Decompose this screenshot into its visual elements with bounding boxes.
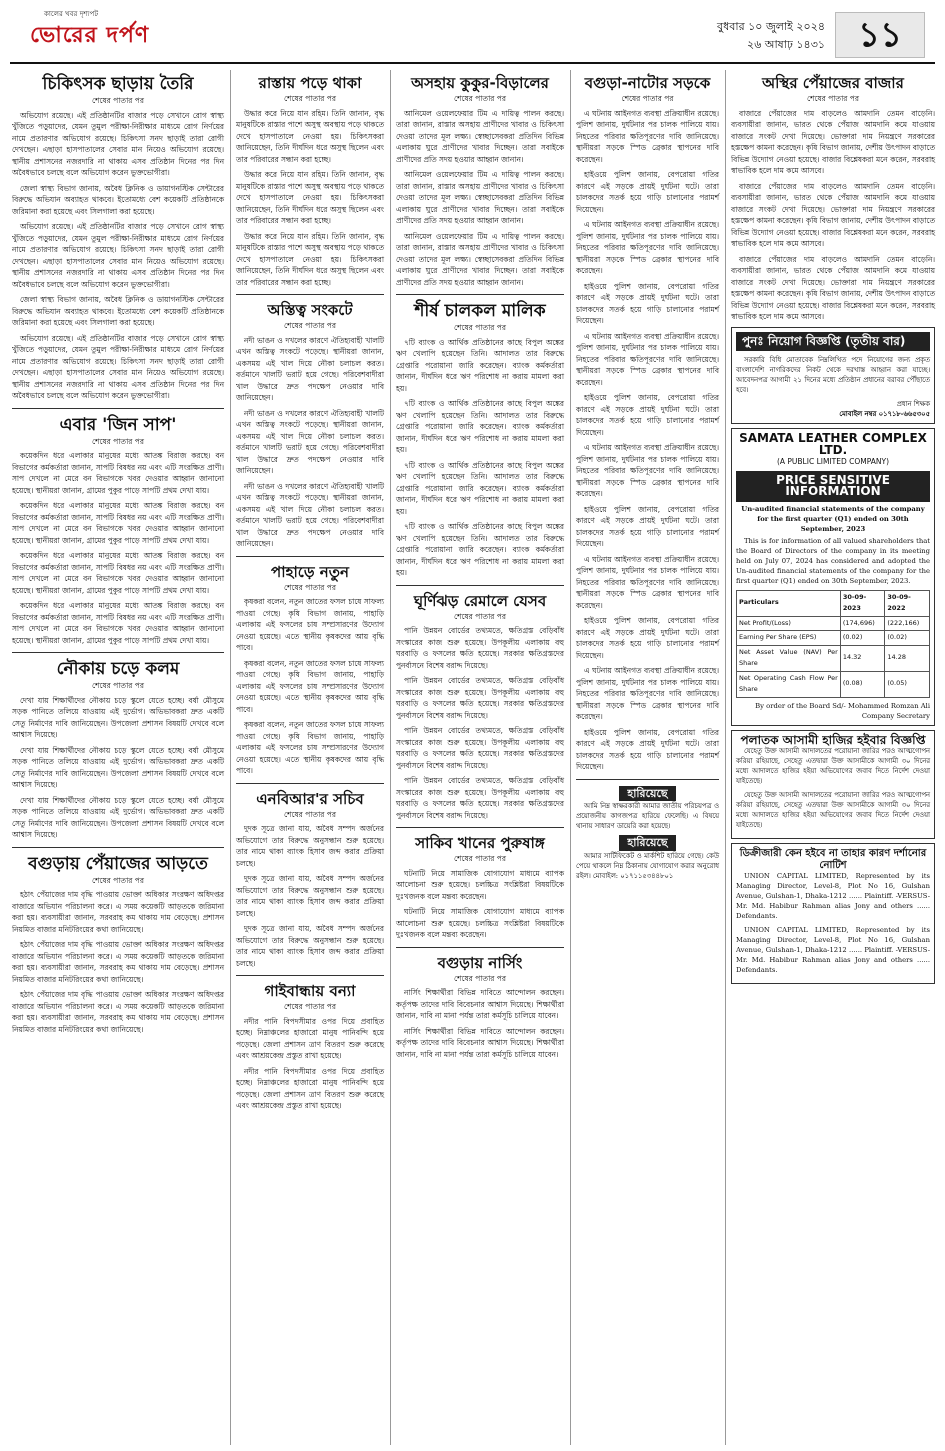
headline: ঘূর্ণিঝড় রেমালে যেসব — [413, 591, 547, 610]
column-3 — [396, 70, 564, 1064]
article-body: বাজারে পেঁয়াজের দাম বাড়লেও আমদানি তেমন বাড়েনি। ব্যবসায়ীরা জানান, ভারত থেকে পেঁয়াজ আমদানি কমে যাওয়ায় বাজারে সংকট দেখা দিয়েছে। ভোক্তারা দাম নিয়ন্ত্রণে সরকারের হস্তক্ষেপ কামনা করেছেন। কৃষি বিভাগ জানায়, দেশীয় উৎপাদন বাড়াতে বিভিন্ন উদ্যোগ নেওয়া হয়েছে। বাজার বিশ্লেষকরা মনে করেন, সরবরাহ স্বাভাবিক হলে দাম কমে আসবে। — [731, 181, 935, 248]
article-body: আনিমেল ওয়েলফেয়ার টিম এ দায়িত্ব পালন করছে। তারা জানান, রাস্তার অসহায় প্রাণীদের খাবার ও চিকিৎসা দেওয়া তাদের মূল লক্ষ্য। স্বেচ্ছাসেবকরা প্রতিদিন বিভিন্ন এলাকায় ঘুরে প্রাণীদের খাবার দিচ্ছেন। তারা সবাইকে প্রাণীদের প্রতি সদয় হওয়ার আহ্বান জানান। — [396, 170, 564, 225]
article-body: দুদক সূত্রে জানা যায়, অবৈধ সম্পদ অর্জনের অভিযোগে তার বিরুদ্ধে অনুসন্ধান শুরু হয়েছে। তার নামে থাকা ব্যাংক হিসাব জব্দ করার প্রক্রিয়া চলছে। — [236, 824, 384, 868]
column-divider — [570, 70, 571, 1445]
article-body: নার্সিং শিক্ষার্থীরা বিভিন্ন দাবিতে আন্দোলন করছেন। কর্তৃপক্ষ তাদের দাবি বিবেচনার আশ্বাস দিয়েছে। শিক্ষার্থীরা জানান, দাবি না মানা পর্যন্ত তারা কর্মসূচি চালিয়ে যাবেন। — [396, 1026, 564, 1059]
table-row — [737, 616, 930, 631]
court-body: যেহেতু উক্ত আসামী আদালতের পরোয়ানা জারির পরও আত্মগোপন করিয়া রহিয়াছে, সেহেতু এতদ্বারা উক্ত আসামীকে আগামী ৩০ দিনের মধ্যে আদালতে হাজির হইয়া অভিযোগের জবাব দিতে নির্দেশ দেওয়া যাইতেছে। — [736, 747, 930, 785]
article-body: ঘটনাটি নিয়ে সামাজিক যোগাযোগ মাধ্যমে ব্যাপক আলোচনা শুরু হয়েছে। চলচ্চিত্র সংশ্লিষ্টরা বিষয়টিকে দুঃখজনক বলে মন্তব্য করেছেন। — [396, 868, 564, 901]
price-body: This is for information of all valued shareholders that the Board of Directors of the company in its meeting held on July 07, 2024 has considered and adopted the Un-audited financial statements of the company for the first quarter (Q1) ended on 30th September, 2023. — [736, 536, 930, 585]
article-body: হঠাৎ পেঁয়াজের দাম বৃদ্ধি পাওয়ায় ভোক্তা অধিকার সংরক্ষণ অধিদপ্তর বাজারে অভিযান পরিচালনা করে। এ সময় কয়েকটি আড়তকে জরিমানা করা হয়। ব্যবসায়ীরা জানান, সরবরাহ কম থাকায় দাম বেড়েছে। প্রশাসন নিয়মিত বাজার মনিটরিংয়ের কথা জানিয়েছে। — [12, 890, 224, 934]
continued-label: শেষের পাতার পর — [284, 94, 336, 103]
headline: অসহায় কুকুর-বিড়ালের — [411, 74, 549, 92]
article-body: নদী ভাঙন ও দখলের কারণে ঐতিহ্যবাহী খালটি এখন অস্তিত্ব সংকটে পড়েছে। স্থানীয়রা জানান, একসময় এই খাল দিয়ে নৌকা চলাচল করত। বর্তমানে খালটি ভরাট হয়ে গেছে। পরিবেশবাদীরা খাল উদ্ধারে দ্রুত পদক্ষেপ নেওয়ার দাবি জানিয়েছেন। — [236, 481, 384, 548]
column-1 — [12, 70, 224, 1039]
notice-title: পুনঃ নিয়োগ বিজ্ঞপ্তি (তৃতীয় বার) — [736, 332, 930, 352]
continued-label: শেষের পাতার পর — [621, 94, 674, 103]
article-body: ৭টি ব্যাংক ও আর্থিক প্রতিষ্ঠানের কাছে বিপুল অঙ্কের ঋণ খেলাপি হয়েছেন তিনি। আদালত তার বিরুদ্ধে গ্রেপ্তারি পরোয়ানা জারি করেছেন। ব্যাংক কর্মকর্তারা জানান, দীর্ঘদিন ধরে ঋণ পরিশোধ না করায় মামলা করা হয়। — [396, 460, 564, 516]
date-gregorian: বুধবার ১০ জুলাই ২০২৪ — [717, 20, 825, 33]
article-body: দেখা যায় শিক্ষার্থীদের নৌকায় চড়ে স্কুলে যেতে হচ্ছে। বর্ষা মৌসুমে সড়ক পানিতে তলিয়ে যাওয়ায় এই দুর্ভোগ। অভিভাবকরা দ্রুত একটি সেতু নির্মাণের দাবি জানিয়েছেন। উপজেলা প্রশাসন বিষয়টি দেখবে বলে আশ্বাস দিয়েছে। — [12, 745, 224, 789]
headline: বগুড়ায় নার্সিং — [437, 953, 523, 972]
company-name: SAMATA LEATHER COMPLEX LTD. — [739, 431, 927, 457]
article-body: বাজারে পেঁয়াজের দাম বাড়লেও আমদানি তেমন বাড়েনি। ব্যবসায়ীরা জানান, ভারত থেকে পেঁয়াজ আমদানি কমে যাওয়ায় বাজারে সংকট দেখা দিয়েছে। ভোক্তারা দাম নিয়ন্ত্রণে সরকারের হস্তক্ষেপ কামনা করেছেন। কৃষি বিভাগ জানায়, দেশীয় উৎপাদন বাড়াতে বিভিন্ন উদ্যোগ নেওয়া হয়েছে। বাজার বিশ্লেষকরা মনে করেন, সরবরাহ স্বাভাবিক হলে দাম কমে আসবে। — [731, 254, 935, 321]
article-body: এ ঘটনায় আইনগত ব্যবস্থা প্রক্রিয়াধীন রয়েছে। পুলিশ জানায়, দুর্ঘটনার পর চালক পালিয়ে যায়। নিহতের পরিবার ক্ষতিপূরণের দাবি জানিয়েছে। স্থানীয়রা সড়কে স্পিড ব্রেকার স্থাপনের দাবি করেছেন। — [576, 554, 719, 610]
article-body: ৭টি ব্যাংক ও আর্থিক প্রতিষ্ঠানের কাছে বিপুল অঙ্কের ঋণ খেলাপি হয়েছেন তিনি। আদালত তার বিরুদ্ধে গ্রেপ্তারি পরোয়ানা জারি করেছেন। ব্যাংক কর্মকর্তারা জানান, দীর্ঘদিন ধরে ঋণ পরিশোধ না করায় মামলা করা হয়। — [396, 522, 564, 577]
article-body: আনিমেল ওয়েলফেয়ার টিম এ দায়িত্ব পালন করছে। তারা জানান, রাস্তার অসহায় প্রাণীদের খাবার ও চিকিৎসা দেওয়া তাদের মূল লক্ষ্য। স্বেচ্ছাসেবকরা প্রতিদিন বিভিন্ন এলাকায় ঘুরে প্রাণীদের খাবার দিচ্ছেন। তারা সবাইকে প্রাণীদের প্রতি সদয় হওয়ার আহ্বান জানান। — [396, 108, 564, 164]
headline: অস্থির পেঁয়াজের বাজার — [762, 74, 904, 92]
headline: রাস্তায় পড়ে থাকা — [258, 74, 362, 92]
article-body: উদ্ধার করে নিয়ে যান রহিম। তিনি জানান, বৃদ্ধ মানুষটিকে রাস্তার পাশে অসুস্থ অবস্থায় পড়ে থাকতে দেখে হাসপাতালে নেওয়া হয়। চিকিৎসকরা জানিয়েছেন, তিনি দীর্ঘদিন ধরে অসুস্থ ছিলেন এবং তার পরিবারের সন্ধান করা হচ্ছে। — [236, 170, 384, 225]
article-body: হঠাৎ পেঁয়াজের দাম বৃদ্ধি পাওয়ায় ভোক্তা অধিকার সংরক্ষণ অধিদপ্তর বাজারে অভিযান পরিচালনা করে। এ সময় কয়েকটি আড়তকে জরিমানা করা হয়। ব্যবসায়ীরা জানান, সরবরাহ কম থাকায় দাম বেড়েছে। প্রশাসন নিয়মিত বাজার মনিটরিংয়ের কথা জানিয়েছে। — [12, 990, 224, 1034]
article-body: এ ঘটনায় আইনগত ব্যবস্থা প্রক্রিয়াধীন রয়েছে। পুলিশ জানায়, দুর্ঘটনার পর চালক পালিয়ে যায়। নিহতের পরিবার ক্ষতিপূরণের দাবি জানিয়েছে। স্থানীয়রা সড়কে স্পিড ব্রেকার স্থাপনের দাবি করেছেন। — [576, 443, 719, 498]
table-header: 30-09-2023 — [840, 590, 885, 616]
article-body: হাইওয়ে পুলিশ জানায়, বেপরোয়া গতির কারণে এই সড়কে প্রায়ই দুর্ঘটনা ঘটে। তারা চালকদের সতর্ক হয়ে গাড়ি চালানোর পরামর্শ দিয়েছেন। — [576, 170, 719, 214]
table-cell: 14.32 — [840, 645, 885, 671]
column-divider — [390, 70, 391, 1445]
table-cell: 14.28 — [885, 645, 930, 671]
article-body: কয়েকদিন ধরে এলাকার মানুষের মধ্যে আতঙ্ক বিরাজ করছে। বন বিভাগের কর্মকর্তারা জানান, সাপটি বিষধর নয় এবং এটি সংরক্ষিত প্রাণী। সাপ দেখলে না মেরে বন বিভাগকে খবর দেওয়ার আহ্বান জানানো হয়েছে। স্থানীয়রা জানান, গ্রামের পুকুর পাড়ে সাপটি প্রথম দেখা যায়। — [12, 551, 224, 595]
article-body: হাইওয়ে পুলিশ জানায়, বেপরোয়া গতির কারণে এই সড়কে প্রায়ই দুর্ঘটনা ঘটে। তারা চালকদের সতর্ক হয়ে গাড়ি চালানোর পরামর্শ দিয়েছেন। — [576, 393, 719, 437]
headline: এবার 'জিন সাপ' — [59, 414, 177, 435]
continued-label: শেষের পাতার পর — [284, 1002, 336, 1011]
divider — [396, 947, 564, 948]
headline: বগুড়ায় পেঁয়াজের আড়তে — [28, 853, 208, 874]
article-body: ৭টি ব্যাংক ও আর্থিক প্রতিষ্ঠানের কাছে বিপুল অঙ্কের ঋণ খেলাপি হয়েছেন তিনি। আদালত তার বিরুদ্ধে গ্রেপ্তারি পরোয়ানা জারি করেছেন। ব্যাংক কর্মকর্তারা জানান, দীর্ঘদিন ধরে ঋণ পরিশোধ না করায় মামলা করা হয়। — [396, 399, 564, 454]
divider — [236, 783, 384, 784]
article-body: দেখা যায় শিক্ষার্থীদের নৌকায় চড়ে স্কুলে যেতে হচ্ছে। বর্ষা মৌসুমে সড়ক পানিতে তলিয়ে যাওয়ায় এই দুর্ভোগ। অভিভাবকরা দ্রুত একটি সেতু নির্মাণের দাবি জানিয়েছেন। উপজেলা প্রশাসন বিষয়টি দেখবে বলে আশ্বাস দিয়েছে। — [12, 695, 224, 739]
headline: গাইবান্ধায় বন্যা — [264, 982, 356, 1000]
article-body: পানি উন্নয়ন বোর্ডের তথ্যমতে, ক্ষতিগ্রস্ত বেড়িবাঁধ সংস্কারের কাজ শুরু হয়েছে। উপকূলীয় এলাকায় বহু ঘরবাড়ি ও ফসলের ক্ষতি হয়েছে। সরকার ক্ষতিগ্রস্তদের পুনর্বাসনে বিশেষ বরাদ্দ দিয়েছে। — [396, 626, 564, 670]
continued-label: শেষের পাতার পর — [92, 681, 144, 690]
continued-label: শেষের পাতার পর — [284, 582, 336, 592]
column-divider — [725, 70, 726, 1445]
article-body: কৃষকরা বলেন, নতুন জাতের ফসল চাষে সাফল্য পাওয়া গেছে। কৃষি বিভাগ জানায়, পাহাড়ি এলাকায় এই ফসলের চাষ সম্প্রসারণের উদ্যোগ নেওয়া হয়েছে। এতে স্থানীয় কৃষকদের আয় বৃদ্ধি পাবে। — [236, 658, 384, 714]
decree-notice — [731, 843, 935, 984]
article-body: জেলা স্বাস্থ্য বিভাগ জানায়, অবৈধ ক্লিনিক ও ডায়াগনস্টিক সেন্টারের বিরুদ্ধে অভিযান অব্যাহত থাকবে। ইতোমধ্যে বেশ কয়েকটি প্রতিষ্ঠানকে জরিমানা করা হয়েছে এবং সিলগালা করা হয়েছে। — [12, 183, 224, 216]
article-body: অভিযোগ রয়েছে। এই প্রতিষ্ঠানটির বাজার পড়ে সেখানে রোগ স্বাস্থ্য খুঁজিতে পড়ুয়াদের, যেমন তুমুল পরীক্ষা-নিরীক্ষার মাধ্যমে রোগ নির্ণয়ের নামে প্রতারণার অভিযোগ রয়েছে। চিকিৎসা সনদ ছাড়াই তারা রোগী দেখছেন। এছাড়া হাসপাতালের সেবার মান নিয়েও অভিযোগ রয়েছে। স্থানীয় প্রশাসনের নজরদারি না থাকায় এসব প্রতিষ্ঠান দিনের পর দিন অবৈধভাবে চলছে বলে অভিযোগ করেন ভুক্তভোগীরা। — [12, 333, 224, 400]
headline: বগুড়া-নাটোর সড়কে — [584, 74, 711, 92]
article-body: এ ঘটনায় আইনগত ব্যবস্থা প্রক্রিয়াধীন রয়েছে। পুলিশ জানায়, দুর্ঘটনার পর চালক পালিয়ে যায়। নিহতের পরিবার ক্ষতিপূরণের দাবি জানিয়েছে। স্থানীয়রা সড়কে স্পিড ব্রেকার স্থাপনের দাবি করেছেন। — [576, 331, 719, 387]
article-body: কয়েকদিন ধরে এলাকার মানুষের মধ্যে আতঙ্ক বিরাজ করছে। বন বিভাগের কর্মকর্তারা জানান, সাপটি বিষধর নয় এবং এটি সংরক্ষিত প্রাণী। সাপ দেখলে না মেরে বন বিভাগকে খবর দেওয়ার আহ্বান জানানো হয়েছে। স্থানীয়রা জানান, গ্রামের পুকুর পাড়ে সাপটি প্রথম দেখা যায়। — [12, 501, 224, 545]
lost-notice-body: আমি নিম্ন স্বাক্ষরকারী আমার জাতীয় পরিচয়পত্র ও প্রয়োজনীয় কাগজপত্র হারিয়ে ফেলেছি। এ বিষয়ে থানায় সাধারণ ডায়েরি করা হয়েছে। — [576, 802, 719, 830]
recruitment-notice — [731, 327, 935, 425]
divider — [236, 556, 384, 557]
continued-label: শেষের পাতার পর — [454, 611, 506, 621]
table-header: 30-09-2022 — [885, 590, 930, 616]
financial-table — [736, 590, 930, 698]
table-cell: Net Operating Cash Flow Per Share — [737, 671, 841, 697]
headline: শীর্ষ চালকল মালিক — [414, 301, 546, 321]
table-row — [737, 671, 930, 697]
article-body: নদীর পানি বিপদসীমার ওপর দিয়ে প্রবাহিত হচ্ছে। নিম্নাঞ্চলের হাজারো মানুষ পানিবন্দি হয়ে পড়েছে। জেলা প্রশাসন ত্রাণ বিতরণ শুরু করেছে এবং আশ্রয়কেন্দ্র প্রস্তুত রাখা হয়েছে। — [236, 1016, 384, 1060]
divider — [12, 847, 224, 848]
article-body: এ ঘটনায় আইনগত ব্যবস্থা প্রক্রিয়াধীন রয়েছে। পুলিশ জানায়, দুর্ঘটনার পর চালক পালিয়ে যায়। নিহতের পরিবার ক্ষতিপূরণের দাবি জানিয়েছে। স্থানীয়রা সড়কে স্পিড ব্রেকার স্থাপনের দাবি করেছেন। — [576, 108, 719, 164]
headline: চিকিৎসক ছাড়ায় তৈরি — [42, 74, 194, 94]
notice-signature: প্রধান শিক্ষক — [896, 400, 930, 408]
continued-label: শেষের পাতার পর — [92, 436, 144, 446]
article-body: পানি উন্নয়ন বোর্ডের তথ্যমতে, ক্ষতিগ্রস্ত বেড়িবাঁধ সংস্কারের কাজ শুরু হয়েছে। উপকূলীয় এলাকায় বহু ঘরবাড়ি ও ফসলের ক্ষতি হয়েছে। সরকার ক্ষতিগ্রস্তদের পুনর্বাসনে বিশেষ বরাদ্দ দিয়েছে। — [396, 776, 564, 820]
price-sensitive-ad — [731, 428, 935, 726]
date-bangla: ২৬ আষাঢ় ১৪৩১ — [747, 38, 825, 51]
continued-label: শেষের পাতার পর — [454, 94, 506, 103]
decree-body: UNION CAPITAL LIMITED, Represented by its Managing Director, Level-8, Plot No 16, Gulshan Avenue, Gulshan-1, Dhaka-1212 ...... Plaintiff. -VERSUS- Mr. Md. Habibur Rahman alias Jony and others ...... Defendants. — [736, 926, 930, 974]
price-subtitle: Un-audited financial statements of the company for the first quarter (Q1) ended on 30th September, 2023 — [741, 504, 925, 533]
headline: সাকিব খানের পুরুষাঙ্গ — [415, 834, 545, 852]
table-cell: (0.08) — [840, 671, 885, 697]
tagline: কালের খবর দৃশ্যপট — [44, 10, 99, 18]
article-body: হাইওয়ে পুলিশ জানায়, বেপরোয়া গতির কারণে এই সড়কে প্রায়ই দুর্ঘটনা ঘটে। তারা চালকদের সতর্ক হয়ে গাড়ি চালানোর পরামর্শ দিয়েছেন। — [576, 616, 719, 660]
headline: এনবিআর'র সচিব — [256, 789, 364, 808]
court-notice — [731, 730, 935, 840]
table-cell: (0.02) — [885, 631, 930, 646]
article-body: আনিমেল ওয়েলফেয়ার টিম এ দায়িত্ব পালন করছে। তারা জানান, রাস্তার অসহায় প্রাণীদের খাবার ও চিকিৎসা দেওয়া তাদের মূল লক্ষ্য। স্বেচ্ছাসেবকরা প্রতিদিন বিভিন্ন এলাকায় ঘুরে প্রাণীদের খাবার দিচ্ছেন। তারা সবাইকে প্রাণীদের প্রতি সদয় হওয়ার আহ্বান জানান। — [396, 231, 564, 287]
column-5 — [731, 70, 935, 988]
article-body: দুদক সূত্রে জানা যায়, অবৈধ সম্পদ অর্জনের অভিযোগে তার বিরুদ্ধে অনুসন্ধান শুরু হয়েছে। তার নামে থাকা ব্যাংক হিসাব জব্দ করার প্রক্রিয়া চলছে। — [236, 924, 384, 968]
article-body: অভিযোগ রয়েছে। এই প্রতিষ্ঠানটির বাজার পড়ে সেখানে রোগ স্বাস্থ্য খুঁজিতে পড়ুয়াদের, যেমন তুমুল পরীক্ষা-নিরীক্ষার মাধ্যমে রোগ নির্ণয়ের নামে প্রতারণার অভিযোগ রয়েছে। চিকিৎসা সনদ ছাড়াই তারা রোগী দেখছেন। এছাড়া হাসপাতালের সেবার মান নিয়েও অভিযোগ রয়েছে। স্থানীয় প্রশাসনের নজরদারি না থাকায় এসব প্রতিষ্ঠান দিনের পর দিন অবৈধভাবে চলছে বলে অভিযোগ করেন ভুক্তভোগীরা। — [12, 222, 224, 289]
date-block — [717, 18, 825, 54]
court-title: পলাতক আসামী হাজির হইবার বিজ্ঞপ্তি — [740, 732, 926, 747]
article-body: জেলা স্বাস্থ্য বিভাগ জানায়, অবৈধ ক্লিনিক ও ডায়াগনস্টিক সেন্টারের বিরুদ্ধে অভিযান অব্যাহত থাকবে। ইতোমধ্যে বেশ কয়েকটি প্রতিষ্ঠানকে জরিমানা করা হয়েছে এবং সিলগালা করা হয়েছে। — [12, 295, 224, 327]
article-body: বাজারে পেঁয়াজের দাম বাড়লেও আমদানি তেমন বাড়েনি। ব্যবসায়ীরা জানান, ভারত থেকে পেঁয়াজ আমদানি কমে যাওয়ায় বাজারে সংকট দেখা দিয়েছে। ভোক্তারা দাম নিয়ন্ত্রণে সরকারের হস্তক্ষেপ কামনা করেছেন। কৃষি বিভাগ জানায়, দেশীয় উৎপাদন বাড়াতে বিভিন্ন উদ্যোগ নেওয়া হয়েছে। বাজার বিশ্লেষকরা মনে করেন, সরবরাহ স্বাভাবিক হলে দাম কমে আসবে। — [731, 108, 935, 175]
article-body: পানি উন্নয়ন বোর্ডের তথ্যমতে, ক্ষতিগ্রস্ত বেড়িবাঁধ সংস্কারের কাজ শুরু হয়েছে। উপকূলীয় এলাকায় বহু ঘরবাড়ি ও ফসলের ক্ষতি হয়েছে। সরকার ক্ষতিগ্রস্তদের পুনর্বাসনে বিশেষ বরাদ্দ দিয়েছে। — [396, 676, 564, 720]
table-cell: Net Profit/(Loss) — [737, 616, 841, 631]
column-divider — [230, 70, 231, 1445]
article-body: নদী ভাঙন ও দখলের কারণে ঐতিহ্যবাহী খালটি এখন অস্তিত্ব সংকটে পড়েছে। স্থানীয়রা জানান, একসময় এই খাল দিয়ে নৌকা চলাচল করত। বর্তমানে খালটি ভরাট হয়ে গেছে। পরিবেশবাদীরা খাল উদ্ধারে দ্রুত পদক্ষেপ নেওয়ার দাবি জানিয়েছেন। — [236, 408, 384, 475]
article-body: এ ঘটনায় আইনগত ব্যবস্থা প্রক্রিয়াধীন রয়েছে। পুলিশ জানায়, দুর্ঘটনার পর চালক পালিয়ে যায়। নিহতের পরিবার ক্ষতিপূরণের দাবি জানিয়েছে। স্থানীয়রা সড়কে স্পিড ব্রেকার স্থাপনের দাবি করেছেন। — [576, 666, 719, 721]
continued-label: শেষের পাতার পর — [284, 809, 336, 819]
column-4 — [576, 70, 719, 885]
article-body: অভিযোগ রয়েছে। এই প্রতিষ্ঠানটির বাজার পড়ে সেখানে রোগ স্বাস্থ্য খুঁজিতে পড়ুয়াদের, যেমন তুমুল পরীক্ষা-নিরীক্ষার মাধ্যমে রোগ নির্ণয়ের নামে প্রতারণার অভিযোগ রয়েছে। চিকিৎসা সনদ ছাড়াই তারা রোগী দেখছেন। এছাড়া হাসপাতালের সেবার মান নিয়েও অভিযোগ রয়েছে। স্থানীয় প্রশাসনের নজরদারি না থাকায় এসব প্রতিষ্ঠান দিনের পর দিন অবৈধভাবে চলছে বলে অভিযোগ করেন ভুক্তভোগীরা। — [12, 110, 224, 177]
table-cell: Earning Per Share (EPS) — [737, 631, 841, 646]
table-row — [737, 631, 930, 646]
continued-label: শেষের পাতার পর — [284, 321, 336, 330]
article-body: নদীর পানি বিপদসীমার ওপর দিয়ে প্রবাহিত হচ্ছে। নিম্নাঞ্চলের হাজারো মানুষ পানিবন্দি হয়ে পড়েছে। জেলা প্রশাসন ত্রাণ বিতরণ শুরু করেছে এবং আশ্রয়কেন্দ্র প্রস্তুত রাখা হয়েছে। — [236, 1066, 384, 1110]
lost-notice-tag: হারিয়েছে — [619, 835, 675, 851]
lost-notice-body: আমার সার্টিফিকেট ও মার্কশিট হারিয়ে গেছে। কেউ পেয়ে থাকলে নিম্ন ঠিকানায় যোগাযোগ করার অনুরোধ রইল। মোবাইল: ০১৭১১৫৩৪৪৮০১ — [576, 851, 719, 880]
price-title: PRICE SENSITIVE INFORMATION — [736, 471, 930, 502]
decree-body: UNION CAPITAL LIMITED, Represented by its Managing Director, Level-8, Plot No 16, Gulshan Avenue, Gulshan-1, Dhaka-1212 ...... Plaintiff. -VERSUS- Mr. Md. Habibur Rahman alias Jony and others ...... Defendants. — [736, 872, 930, 920]
headline: পাহাড়ে নতুন — [271, 562, 349, 581]
article-body: এ ঘটনায় আইনগত ব্যবস্থা প্রক্রিয়াধীন রয়েছে। পুলিশ জানায়, দুর্ঘটনার পর চালক পালিয়ে যায়। নিহতের পরিবার ক্ষতিপূরণের দাবি জানিয়েছে। স্থানীয়রা সড়কে স্পিড ব্রেকার স্থাপনের দাবি করেছেন। — [576, 220, 719, 275]
table-cell: (222,166) — [885, 616, 930, 631]
article-body: নার্সিং শিক্ষার্থীরা বিভিন্ন দাবিতে আন্দোলন করছেন। কর্তৃপক্ষ তাদের দাবি বিবেচনার আশ্বাস দিয়েছে। শিক্ষার্থীরা জানান, দাবি না মানা পর্যন্ত তারা কর্মসূচি চালিয়ে যাবেন। — [396, 988, 564, 1020]
divider — [12, 652, 224, 653]
article-body: উদ্ধার করে নিয়ে যান রহিম। তিনি জানান, বৃদ্ধ মানুষটিকে রাস্তার পাশে অসুস্থ অবস্থায় পড়ে থাকতে দেখে হাসপাতালে নেওয়া হয়। চিকিৎসকরা জানিয়েছেন, তিনি দীর্ঘদিন ধরে অসুস্থ ছিলেন এবং তার পরিবারের সন্ধান করা হচ্ছে। — [236, 108, 384, 164]
article-body: কয়েকদিন ধরে এলাকার মানুষের মধ্যে আতঙ্ক বিরাজ করছে। বন বিভাগের কর্মকর্তারা জানান, সাপটি বিষধর নয় এবং এটি সংরক্ষিত প্রাণী। সাপ দেখলে না মেরে বন বিভাগকে খবর দেওয়ার আহ্বান জানানো হয়েছে। স্থানীয়রা জানান, গ্রামের পুকুর পাড়ে সাপটি প্রথম দেখা যায়। — [12, 451, 224, 495]
price-signature: By order of the Board Sd/- Mohammed Romzan Ali Company Secretary — [755, 701, 930, 720]
continued-label: শেষের পাতার পর — [92, 96, 144, 105]
divider — [576, 779, 719, 780]
article-body: হাইওয়ে পুলিশ জানায়, বেপরোয়া গতির কারণে এই সড়কে প্রায়ই দুর্ঘটনা ঘটে। তারা চালকদের সতর্ক হয়ে গাড়ি চালানোর পরামর্শ দিয়েছেন। — [576, 504, 719, 548]
continued-label: শেষের পাতার পর — [454, 323, 506, 332]
column-2 — [236, 70, 384, 1116]
article-body: ৭টি ব্যাংক ও আর্থিক প্রতিষ্ঠানের কাছে বিপুল অঙ্কের ঋণ খেলাপি হয়েছেন তিনি। আদালত তার বিরুদ্ধে গ্রেপ্তারি পরোয়ানা জারি করেছেন। ব্যাংক কর্মকর্তারা জানান, দীর্ঘদিন ধরে ঋণ পরিশোধ না করায় মামলা করা হয়। — [396, 337, 564, 393]
table-cell: (174,696) — [840, 616, 885, 631]
notice-body: সরকারি বিধি মোতাবেক নিম্নলিখিত পদে নিয়োগের জন্য প্রকৃত বাংলাদেশি নাগরিকদের নিকট থেকে দরখাস্ত আহ্বান করা যাচ্ছে। আবেদনপত্র আগামী ২১ দিনের মধ্যে প্রতিষ্ঠান প্রধানের বরাবর পৌঁছাতে হবে। — [736, 356, 930, 394]
article-body: দেখা যায় শিক্ষার্থীদের নৌকায় চড়ে স্কুলে যেতে হচ্ছে। বর্ষা মৌসুমে সড়ক পানিতে তলিয়ে যাওয়ায় এই দুর্ভোগ। অভিভাবকরা দ্রুত একটি সেতু নির্মাণের দাবি জানিয়েছেন। উপজেলা প্রশাসন বিষয়টি দেখবে বলে আশ্বাস দিয়েছে। — [12, 795, 224, 839]
page-number: ১১ — [835, 12, 925, 58]
continued-label: শেষের পাতার পর — [454, 973, 506, 983]
article-body: পানি উন্নয়ন বোর্ডের তথ্যমতে, ক্ষতিগ্রস্ত বেড়িবাঁধ সংস্কারের কাজ শুরু হয়েছে। উপকূলীয় এলাকায় বহু ঘরবাড়ি ও ফসলের ক্ষতি হয়েছে। সরকার ক্ষতিগ্রস্তদের পুনর্বাসনে বিশেষ বরাদ্দ দিয়েছে। — [396, 726, 564, 770]
notice-mobile: মোবাইল নম্বর ০১৭১৮-৬৬৫৩০৫ — [839, 410, 930, 418]
lost-notice-tag: হারিয়েছে — [619, 786, 675, 802]
article-body: নদী ভাঙন ও দখলের কারণে ঐতিহ্যবাহী খালটি এখন অস্তিত্ব সংকটে পড়েছে। স্থানীয়রা জানান, একসময় এই খাল দিয়ে নৌকা চলাচল করত। বর্তমানে খালটি ভরাট হয়ে গেছে। পরিবেশবাদীরা খাল উদ্ধারে দ্রুত পদক্ষেপ নেওয়ার দাবি জানিয়েছেন। — [236, 335, 384, 402]
table-cell: Net Asset Value (NAV) Per Share — [737, 645, 841, 671]
table-cell: (0.05) — [885, 671, 930, 697]
divider — [396, 294, 564, 295]
article-body: হঠাৎ পেঁয়াজের দাম বৃদ্ধি পাওয়ায় ভোক্তা অধিকার সংরক্ষণ অধিদপ্তর বাজারে অভিযান পরিচালনা করে। এ সময় কয়েকটি আড়তকে জরিমানা করা হয়। ব্যবসায়ীরা জানান, সরবরাহ কম থাকায় দাম বেড়েছে। প্রশাসন নিয়মিত বাজার মনিটরিংয়ের কথা জানিয়েছে। — [12, 940, 224, 984]
table-cell: (0.02) — [840, 631, 885, 646]
article-body: দুদক সূত্রে জানা যায়, অবৈধ সম্পদ অর্জনের অভিযোগে তার বিরুদ্ধে অনুসন্ধান শুরু হয়েছে। তার নামে থাকা ব্যাংক হিসাব জব্দ করার প্রক্রিয়া চলছে। — [236, 874, 384, 918]
decree-title: ডিক্রীজারী কেন হইবে না তাহার কারণ দর্শানোর নোটিশ — [739, 848, 927, 871]
article-body: কয়েকদিন ধরে এলাকার মানুষের মধ্যে আতঙ্ক বিরাজ করছে। বন বিভাগের কর্মকর্তারা জানান, সাপটি বিষধর নয় এবং এটি সংরক্ষিত প্রাণী। সাপ দেখলে না মেরে বন বিভাগকে খবর দেওয়ার আহ্বান জানানো হয়েছে। স্থানীয়রা জানান, গ্রামের পুকুর পাড়ে সাপটি প্রথম দেখা যায়। — [12, 601, 224, 645]
divider — [12, 408, 224, 409]
article-body: উদ্ধার করে নিয়ে যান রহিম। তিনি জানান, বৃদ্ধ মানুষটিকে রাস্তার পাশে অসুস্থ অবস্থায় পড়ে থাকতে দেখে হাসপাতালে নেওয়া হয়। চিকিৎসকরা জানিয়েছেন, তিনি দীর্ঘদিন ধরে অসুস্থ ছিলেন এবং তার পরিবারের সন্ধান করা হচ্ছে। — [236, 231, 384, 287]
divider — [236, 294, 384, 295]
divider — [396, 827, 564, 828]
continued-label: শেষের পাতার পর — [454, 854, 506, 863]
table-row — [737, 645, 930, 671]
continued-label: শেষের পাতার পর — [807, 94, 859, 103]
court-body: যেহেতু উক্ত আসামী আদালতের পরোয়ানা জারির পরও আত্মগোপন করিয়া রহিয়াছে, সেহেতু এতদ্বারা উক্ত আসামীকে আগামী ৩০ দিনের মধ্যে আদালতে হাজির হইয়া অভিযোগের জবাব দিতে নির্দেশ দেওয়া যাইতেছে। — [736, 791, 930, 829]
article-body: কৃষকরা বলেন, নতুন জাতের ফসল চাষে সাফল্য পাওয়া গেছে। কৃষি বিভাগ জানায়, পাহাড়ি এলাকায় এই ফসলের চাষ সম্প্রসারণের উদ্যোগ নেওয়া হয়েছে। এতে স্থানীয় কৃষকদের আয় বৃদ্ধি পাবে। — [236, 597, 384, 652]
newspaper-logo — [30, 10, 150, 55]
divider — [236, 975, 384, 976]
headline: নৌকায় চড়ে কলম — [56, 659, 180, 679]
article-body: কৃষকরা বলেন, নতুন জাতের ফসল চাষে সাফল্য পাওয়া গেছে। কৃষি বিভাগ জানায়, পাহাড়ি এলাকায় এই ফসলের চাষ সম্প্রসারণের উদ্যোগ নেওয়া হয়েছে। এতে স্থানীয় কৃষকদের আয় বৃদ্ধি পাবে। — [236, 720, 384, 775]
article-body: ঘটনাটি নিয়ে সামাজিক যোগাযোগ মাধ্যমে ব্যাপক আলোচনা শুরু হয়েছে। চলচ্চিত্র সংশ্লিষ্টরা বিষয়টিকে দুঃখজনক বলে মন্তব্য করেছেন। — [396, 907, 564, 939]
divider — [396, 585, 564, 586]
article-body: হাইওয়ে পুলিশ জানায়, বেপরোয়া গতির কারণে এই সড়কে প্রায়ই দুর্ঘটনা ঘটে। তারা চালকদের সতর্ক হয়ে গাড়ি চালানোর পরামর্শ দিয়েছেন। — [576, 281, 719, 325]
table-header: Particulars — [737, 590, 841, 616]
masthead — [10, 8, 935, 64]
company-sub: (A PUBLIC LIMITED COMPANY) — [776, 457, 890, 466]
logo-text: ভোরের দর্পণ — [30, 23, 150, 48]
headline: অস্তিত্ব সংকটে — [267, 301, 353, 319]
continued-label: শেষের পাতার পর — [92, 875, 144, 885]
article-body: হাইওয়ে পুলিশ জানায়, বেপরোয়া গতির কারণে এই সড়কে প্রায়ই দুর্ঘটনা ঘটে। তারা চালকদের সতর্ক হয়ে গাড়ি চালানোর পরামর্শ দিয়েছেন। — [576, 727, 719, 771]
